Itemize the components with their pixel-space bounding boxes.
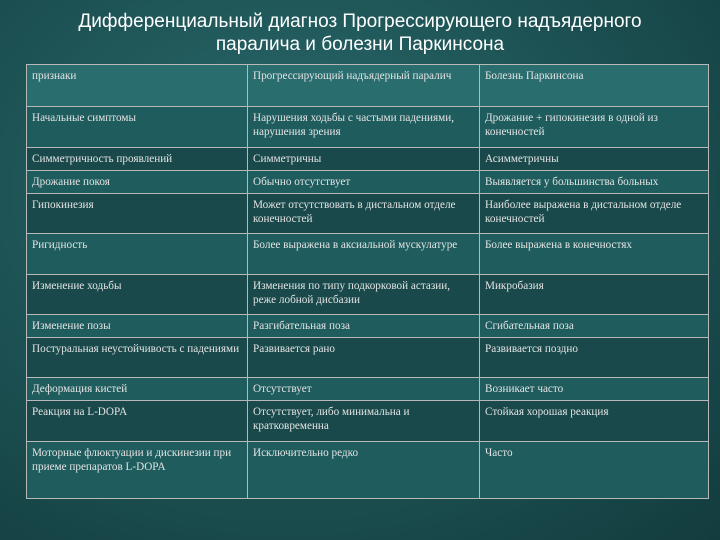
row-sign-cell: Деформация кистей	[27, 378, 248, 401]
row-psp-cell: Развивается рано	[248, 338, 480, 378]
row-sign-cell: Постуральная неустойчивость с падениями	[27, 338, 248, 378]
row-psp-cell: Изменения по типу подкорковой астазии, реже лобной дисбазии	[248, 275, 480, 315]
row-parkinson-cell: Возникает часто	[480, 378, 709, 401]
table-header-row	[27, 65, 709, 107]
row-psp-cell: Может отсутствовать в дистальном отделе конечностей	[248, 194, 480, 234]
row-sign-cell: Дрожание покоя	[27, 171, 248, 194]
header-cell-sign: признаки	[27, 65, 248, 107]
row-sign-cell: Гипокинезия	[27, 194, 248, 234]
row-parkinson-cell: Асимметричны	[480, 148, 709, 171]
row-parkinson-cell: Более выражена в конечностях	[480, 234, 709, 275]
row-psp-cell: Разгибательная поза	[248, 315, 480, 338]
table-row	[27, 194, 709, 234]
slide-title-line-2: паралича и болезни Паркинсона	[215, 34, 505, 55]
row-psp-cell: Обычно отсутствует	[248, 171, 480, 194]
row-sign-cell: Моторные флюктуации и дискинезии при приеме препаратов L-DOPA	[27, 442, 248, 499]
table-row	[27, 315, 709, 338]
table-row	[27, 378, 709, 401]
row-sign-cell: Начальные симптомы	[27, 107, 248, 148]
table-row	[27, 234, 709, 275]
row-parkinson-cell: Часто	[480, 442, 709, 499]
table-row	[27, 148, 709, 171]
table-row	[27, 107, 709, 148]
table-row	[27, 275, 709, 315]
table-row	[27, 338, 709, 378]
row-sign-cell: Ригидность	[27, 234, 248, 275]
table-row	[27, 401, 709, 442]
row-psp-cell: Нарушения ходьбы с частыми падениями, нарушения зрения	[248, 107, 480, 148]
table-row	[27, 171, 709, 194]
slide-title-line-1: Дифференциальный диагноз Прогрессирующего надъядерного	[78, 11, 642, 32]
row-sign-cell: Изменение позы	[27, 315, 248, 338]
row-sign-cell: Симметричность проявлений	[27, 148, 248, 171]
row-sign-cell: Изменение ходьбы	[27, 275, 248, 315]
header-cell-parkinson: Болезнь Паркинсона	[480, 65, 709, 107]
differential-diagnosis-table	[26, 64, 709, 499]
row-psp-cell: Отсутствует	[248, 378, 480, 401]
header-cell-psp: Прогрессирующий надъядерный паралич	[248, 65, 480, 107]
row-psp-cell: Более выражена в аксиальной мускулатуре	[248, 234, 480, 275]
row-psp-cell: Отсутствует, либо минимальна и кратковременна	[248, 401, 480, 442]
row-parkinson-cell: Выявляется у большинства больных	[480, 171, 709, 194]
row-psp-cell: Исключительно редко	[248, 442, 480, 499]
row-parkinson-cell: Микробазия	[480, 275, 709, 315]
table-row	[27, 442, 709, 499]
row-parkinson-cell: Развивается поздно	[480, 338, 709, 378]
row-parkinson-cell: Наиболее выражена в дистальном отделе конечностей	[480, 194, 709, 234]
slide-title	[20, 10, 700, 56]
row-sign-cell: Реакция на L-DOPA	[27, 401, 248, 442]
row-parkinson-cell: Сгибательная поза	[480, 315, 709, 338]
row-psp-cell: Симметричны	[248, 148, 480, 171]
row-parkinson-cell: Дрожание + гипокинезия в одной из конечностей	[480, 107, 709, 148]
row-parkinson-cell: Стойкая хорошая реакция	[480, 401, 709, 442]
